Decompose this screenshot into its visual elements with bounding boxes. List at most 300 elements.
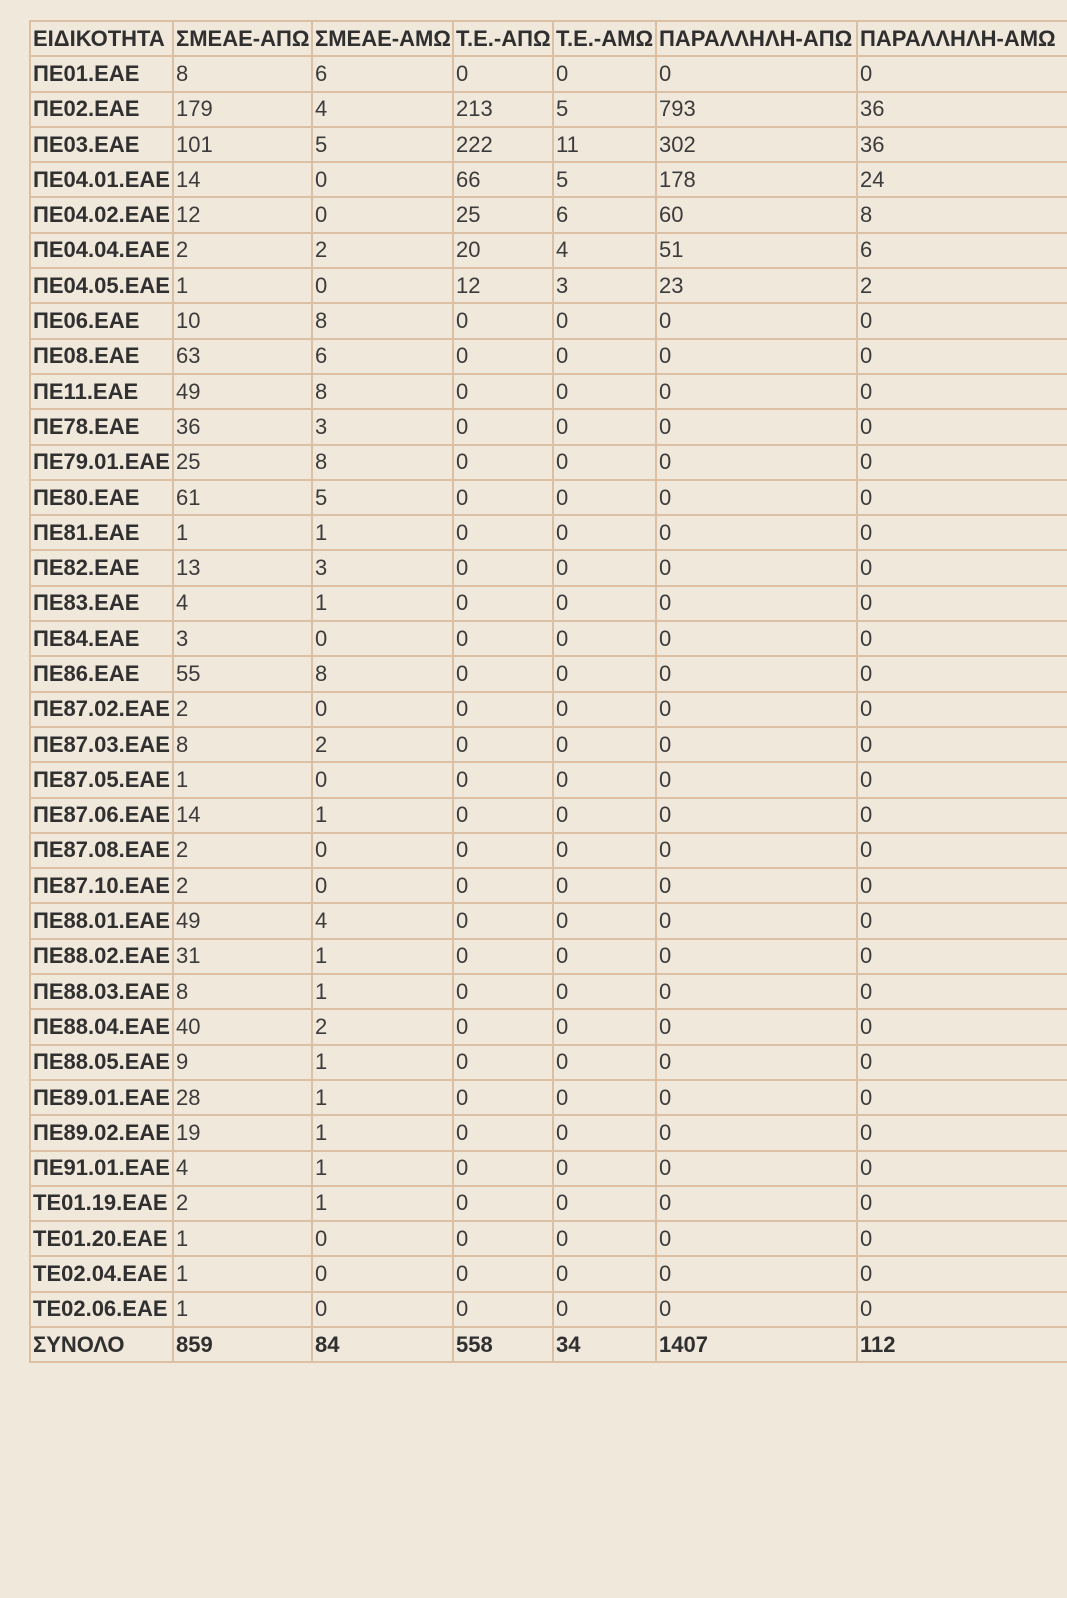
smeae-amo-cell: 6 <box>312 339 453 374</box>
te-apo-cell: 213 <box>453 92 553 127</box>
smeae-apo-cell: 1 <box>173 1256 312 1291</box>
header-parallel-apo: ΠΑΡΑΛΛΗΛΗ-ΑΠΩ <box>656 21 857 56</box>
table-row <box>30 974 1067 1009</box>
specialty-cell: ΠΕ86.ΕΑΕ <box>30 656 173 691</box>
smeae-apo-cell: 14 <box>173 798 312 833</box>
parallel-amo-cell: 0 <box>857 1080 1067 1115</box>
smeae-amo-cell: 4 <box>312 903 453 938</box>
smeae-amo-cell: 6 <box>312 56 453 91</box>
te-apo-cell: 558 <box>453 1327 553 1362</box>
parallel-amo-cell: 36 <box>857 92 1067 127</box>
parallel-apo-cell: 0 <box>656 1186 857 1221</box>
smeae-amo-cell: 0 <box>312 162 453 197</box>
te-amo-cell: 0 <box>553 903 656 938</box>
parallel-amo-cell: 0 <box>857 409 1067 444</box>
specialty-cell: ΠΕ87.03.ΕΑΕ <box>30 727 173 762</box>
te-apo-cell: 0 <box>453 56 553 91</box>
specialty-cell: ΠΕ87.05.ΕΑΕ <box>30 762 173 797</box>
parallel-apo-cell: 0 <box>656 1115 857 1150</box>
specialty-cell: ΠΕ87.06.ΕΑΕ <box>30 798 173 833</box>
parallel-amo-cell: 0 <box>857 1186 1067 1221</box>
smeae-apo-cell: 31 <box>173 939 312 974</box>
smeae-apo-cell: 2 <box>173 692 312 727</box>
table-row <box>30 833 1067 868</box>
header-smeae-apo: ΣΜΕΑΕ-ΑΠΩ <box>173 21 312 56</box>
parallel-apo-cell: 0 <box>656 1256 857 1291</box>
parallel-amo-cell: 0 <box>857 1045 1067 1080</box>
smeae-apo-cell: 36 <box>173 409 312 444</box>
parallel-apo-cell: 0 <box>656 550 857 585</box>
table-row <box>30 1080 1067 1115</box>
table-row <box>30 903 1067 938</box>
specialty-cell: ΤΕ02.04.ΕΑΕ <box>30 1256 173 1291</box>
te-apo-cell: 12 <box>453 268 553 303</box>
te-apo-cell: 0 <box>453 1009 553 1044</box>
smeae-apo-cell: 4 <box>173 1151 312 1186</box>
smeae-apo-cell: 28 <box>173 1080 312 1115</box>
smeae-apo-cell: 63 <box>173 339 312 374</box>
parallel-apo-cell: 793 <box>656 92 857 127</box>
smeae-amo-cell: 1 <box>312 586 453 621</box>
parallel-apo-cell: 0 <box>656 56 857 91</box>
te-amo-cell: 5 <box>553 92 656 127</box>
parallel-amo-cell: 0 <box>857 1292 1067 1327</box>
specialty-cell: ΠΕ87.08.ΕΑΕ <box>30 833 173 868</box>
specialty-cell: ΠΕ04.02.ΕΑΕ <box>30 197 173 232</box>
table-row <box>30 1045 1067 1080</box>
parallel-amo-cell: 0 <box>857 903 1067 938</box>
table-row <box>30 197 1067 232</box>
parallel-amo-cell: 0 <box>857 833 1067 868</box>
table-row <box>30 1221 1067 1256</box>
te-amo-cell: 0 <box>553 762 656 797</box>
te-amo-cell: 4 <box>553 233 656 268</box>
parallel-amo-cell: 0 <box>857 762 1067 797</box>
specialty-cell: ΤΕ01.19.ΕΑΕ <box>30 1186 173 1221</box>
table-row <box>30 656 1067 691</box>
header-parallel-amo: ΠΑΡΑΛΛΗΛΗ-ΑΜΩ <box>857 21 1067 56</box>
smeae-apo-cell: 49 <box>173 374 312 409</box>
smeae-amo-cell: 5 <box>312 127 453 162</box>
header-specialty: ΕΙΔΙΚΟΤΗΤΑ <box>30 21 173 56</box>
parallel-amo-cell: 0 <box>857 1256 1067 1291</box>
header-te-amo: Τ.Ε.-ΑΜΩ <box>553 21 656 56</box>
smeae-apo-cell: 8 <box>173 727 312 762</box>
parallel-amo-cell: 0 <box>857 727 1067 762</box>
smeae-apo-cell: 14 <box>173 162 312 197</box>
te-amo-cell: 0 <box>553 586 656 621</box>
specialty-cell: ΠΕ88.03.ΕΑΕ <box>30 974 173 1009</box>
vacancies-table <box>29 20 1067 1363</box>
parallel-apo-cell: 302 <box>656 127 857 162</box>
parallel-amo-cell: 0 <box>857 1221 1067 1256</box>
parallel-amo-cell: 112 <box>857 1327 1067 1362</box>
table-row <box>30 550 1067 585</box>
parallel-apo-cell: 0 <box>656 409 857 444</box>
parallel-apo-cell: 0 <box>656 903 857 938</box>
te-amo-cell: 0 <box>553 621 656 656</box>
smeae-amo-cell: 1 <box>312 939 453 974</box>
te-apo-cell: 0 <box>453 798 553 833</box>
smeae-apo-cell: 8 <box>173 974 312 1009</box>
parallel-amo-cell: 0 <box>857 445 1067 480</box>
parallel-apo-cell: 0 <box>656 303 857 338</box>
table-row <box>30 586 1067 621</box>
table-row <box>30 868 1067 903</box>
smeae-amo-cell: 5 <box>312 480 453 515</box>
parallel-apo-cell: 0 <box>656 1080 857 1115</box>
parallel-amo-cell: 0 <box>857 339 1067 374</box>
te-amo-cell: 5 <box>553 162 656 197</box>
smeae-apo-cell: 2 <box>173 868 312 903</box>
te-apo-cell: 0 <box>453 409 553 444</box>
te-apo-cell: 0 <box>453 586 553 621</box>
smeae-apo-cell: 1 <box>173 268 312 303</box>
te-amo-cell: 0 <box>553 656 656 691</box>
te-amo-cell: 0 <box>553 1292 656 1327</box>
smeae-amo-cell: 1 <box>312 1115 453 1150</box>
parallel-apo-cell: 0 <box>656 833 857 868</box>
parallel-amo-cell: 0 <box>857 1115 1067 1150</box>
parallel-amo-cell: 24 <box>857 162 1067 197</box>
table-row <box>30 1186 1067 1221</box>
parallel-apo-cell: 0 <box>656 1151 857 1186</box>
te-apo-cell: 0 <box>453 692 553 727</box>
table-row <box>30 268 1067 303</box>
te-amo-cell: 0 <box>553 833 656 868</box>
te-amo-cell: 0 <box>553 374 656 409</box>
smeae-amo-cell: 0 <box>312 268 453 303</box>
specialty-cell: ΠΕ87.10.ΕΑΕ <box>30 868 173 903</box>
specialty-cell: ΣΥΝΟΛΟ <box>30 1327 173 1362</box>
te-amo-cell: 0 <box>553 480 656 515</box>
smeae-amo-cell: 0 <box>312 1292 453 1327</box>
te-apo-cell: 0 <box>453 833 553 868</box>
parallel-apo-cell: 0 <box>656 515 857 550</box>
table-row <box>30 56 1067 91</box>
table-row <box>30 798 1067 833</box>
parallel-amo-cell: 0 <box>857 656 1067 691</box>
smeae-apo-cell: 10 <box>173 303 312 338</box>
specialty-cell: ΠΕ03.ΕΑΕ <box>30 127 173 162</box>
smeae-apo-cell: 4 <box>173 586 312 621</box>
te-amo-cell: 0 <box>553 798 656 833</box>
parallel-apo-cell: 0 <box>656 762 857 797</box>
vacancies-table-container <box>29 20 1067 1363</box>
smeae-amo-cell: 2 <box>312 1009 453 1044</box>
table-body <box>30 56 1067 1362</box>
te-apo-cell: 0 <box>453 374 553 409</box>
total-row <box>30 1327 1067 1362</box>
table-row <box>30 92 1067 127</box>
te-amo-cell: 0 <box>553 974 656 1009</box>
te-apo-cell: 0 <box>453 1151 553 1186</box>
specialty-cell: ΠΕ06.ΕΑΕ <box>30 303 173 338</box>
te-apo-cell: 0 <box>453 480 553 515</box>
specialty-cell: ΠΕ89.01.ΕΑΕ <box>30 1080 173 1115</box>
specialty-cell: ΠΕ81.ΕΑΕ <box>30 515 173 550</box>
smeae-apo-cell: 49 <box>173 903 312 938</box>
smeae-apo-cell: 1 <box>173 1292 312 1327</box>
parallel-amo-cell: 0 <box>857 374 1067 409</box>
te-amo-cell: 0 <box>553 339 656 374</box>
specialty-cell: ΠΕ02.ΕΑΕ <box>30 92 173 127</box>
smeae-amo-cell: 1 <box>312 974 453 1009</box>
specialty-cell: ΠΕ83.ΕΑΕ <box>30 586 173 621</box>
te-amo-cell: 0 <box>553 939 656 974</box>
table-row <box>30 939 1067 974</box>
parallel-apo-cell: 60 <box>656 197 857 232</box>
te-amo-cell: 0 <box>553 1045 656 1080</box>
smeae-apo-cell: 12 <box>173 197 312 232</box>
table-row <box>30 339 1067 374</box>
te-apo-cell: 20 <box>453 233 553 268</box>
smeae-apo-cell: 2 <box>173 833 312 868</box>
te-apo-cell: 0 <box>453 1256 553 1291</box>
smeae-apo-cell: 859 <box>173 1327 312 1362</box>
parallel-amo-cell: 0 <box>857 798 1067 833</box>
parallel-amo-cell: 0 <box>857 56 1067 91</box>
table-row <box>30 127 1067 162</box>
te-amo-cell: 0 <box>553 515 656 550</box>
table-row <box>30 1115 1067 1150</box>
parallel-apo-cell: 0 <box>656 445 857 480</box>
smeae-amo-cell: 3 <box>312 409 453 444</box>
smeae-apo-cell: 3 <box>173 621 312 656</box>
parallel-apo-cell: 0 <box>656 656 857 691</box>
specialty-cell: ΠΕ08.ΕΑΕ <box>30 339 173 374</box>
parallel-apo-cell: 23 <box>656 268 857 303</box>
parallel-amo-cell: 0 <box>857 621 1067 656</box>
smeae-amo-cell: 1 <box>312 798 453 833</box>
specialty-cell: ΠΕ01.ΕΑΕ <box>30 56 173 91</box>
smeae-apo-cell: 1 <box>173 515 312 550</box>
te-apo-cell: 66 <box>453 162 553 197</box>
parallel-amo-cell: 2 <box>857 268 1067 303</box>
specialty-cell: ΠΕ89.02.ΕΑΕ <box>30 1115 173 1150</box>
te-apo-cell: 0 <box>453 621 553 656</box>
parallel-apo-cell: 0 <box>656 480 857 515</box>
smeae-apo-cell: 179 <box>173 92 312 127</box>
smeae-amo-cell: 0 <box>312 833 453 868</box>
te-apo-cell: 0 <box>453 656 553 691</box>
smeae-apo-cell: 1 <box>173 1221 312 1256</box>
te-apo-cell: 0 <box>453 550 553 585</box>
specialty-cell: ΤΕ01.20.ΕΑΕ <box>30 1221 173 1256</box>
table-row <box>30 727 1067 762</box>
table-row <box>30 1151 1067 1186</box>
te-amo-cell: 0 <box>553 1009 656 1044</box>
specialty-cell: ΠΕ88.05.ΕΑΕ <box>30 1045 173 1080</box>
table-row <box>30 1256 1067 1291</box>
smeae-apo-cell: 55 <box>173 656 312 691</box>
te-apo-cell: 0 <box>453 303 553 338</box>
smeae-amo-cell: 2 <box>312 727 453 762</box>
parallel-amo-cell: 6 <box>857 233 1067 268</box>
smeae-amo-cell: 0 <box>312 621 453 656</box>
parallel-apo-cell: 0 <box>656 868 857 903</box>
smeae-apo-cell: 19 <box>173 1115 312 1150</box>
smeae-amo-cell: 8 <box>312 374 453 409</box>
te-apo-cell: 0 <box>453 1186 553 1221</box>
te-amo-cell: 0 <box>553 868 656 903</box>
smeae-amo-cell: 0 <box>312 1221 453 1256</box>
parallel-amo-cell: 0 <box>857 939 1067 974</box>
parallel-amo-cell: 0 <box>857 480 1067 515</box>
smeae-apo-cell: 25 <box>173 445 312 480</box>
specialty-cell: ΠΕ87.02.ΕΑΕ <box>30 692 173 727</box>
specialty-cell: ΠΕ78.ΕΑΕ <box>30 409 173 444</box>
parallel-amo-cell: 0 <box>857 692 1067 727</box>
smeae-amo-cell: 1 <box>312 1151 453 1186</box>
te-apo-cell: 0 <box>453 868 553 903</box>
parallel-amo-cell: 0 <box>857 515 1067 550</box>
smeae-apo-cell: 8 <box>173 56 312 91</box>
specialty-cell: ΠΕ04.01.ΕΑΕ <box>30 162 173 197</box>
specialty-cell: ΠΕ91.01.ΕΑΕ <box>30 1151 173 1186</box>
smeae-amo-cell: 0 <box>312 762 453 797</box>
parallel-apo-cell: 0 <box>656 974 857 1009</box>
parallel-apo-cell: 0 <box>656 1009 857 1044</box>
te-amo-cell: 34 <box>553 1327 656 1362</box>
parallel-amo-cell: 0 <box>857 586 1067 621</box>
smeae-apo-cell: 101 <box>173 127 312 162</box>
parallel-apo-cell: 0 <box>656 586 857 621</box>
te-amo-cell: 11 <box>553 127 656 162</box>
smeae-amo-cell: 8 <box>312 445 453 480</box>
te-apo-cell: 222 <box>453 127 553 162</box>
table-row <box>30 445 1067 480</box>
header-te-apo: Τ.Ε.-ΑΠΩ <box>453 21 553 56</box>
te-apo-cell: 0 <box>453 903 553 938</box>
table-row <box>30 480 1067 515</box>
te-amo-cell: 0 <box>553 445 656 480</box>
parallel-apo-cell: 0 <box>656 339 857 374</box>
te-apo-cell: 0 <box>453 1080 553 1115</box>
te-amo-cell: 3 <box>553 268 656 303</box>
table-row <box>30 1292 1067 1327</box>
te-apo-cell: 0 <box>453 445 553 480</box>
te-amo-cell: 0 <box>553 1186 656 1221</box>
parallel-amo-cell: 0 <box>857 303 1067 338</box>
smeae-apo-cell: 2 <box>173 233 312 268</box>
te-amo-cell: 0 <box>553 1256 656 1291</box>
table-row <box>30 1009 1067 1044</box>
parallel-amo-cell: 8 <box>857 197 1067 232</box>
specialty-cell: ΠΕ04.05.ΕΑΕ <box>30 268 173 303</box>
specialty-cell: ΠΕ11.ΕΑΕ <box>30 374 173 409</box>
parallel-apo-cell: 0 <box>656 692 857 727</box>
smeae-amo-cell: 8 <box>312 303 453 338</box>
smeae-apo-cell: 2 <box>173 1186 312 1221</box>
specialty-cell: ΠΕ82.ΕΑΕ <box>30 550 173 585</box>
specialty-cell: ΠΕ88.01.ΕΑΕ <box>30 903 173 938</box>
specialty-cell: ΠΕ88.02.ΕΑΕ <box>30 939 173 974</box>
smeae-amo-cell: 0 <box>312 692 453 727</box>
table-row <box>30 621 1067 656</box>
parallel-apo-cell: 51 <box>656 233 857 268</box>
te-amo-cell: 0 <box>553 409 656 444</box>
parallel-apo-cell: 0 <box>656 621 857 656</box>
parallel-apo-cell: 0 <box>656 1221 857 1256</box>
te-apo-cell: 0 <box>453 1292 553 1327</box>
parallel-apo-cell: 0 <box>656 374 857 409</box>
table-row <box>30 692 1067 727</box>
specialty-cell: ΠΕ79.01.ΕΑΕ <box>30 445 173 480</box>
parallel-apo-cell: 0 <box>656 727 857 762</box>
te-amo-cell: 0 <box>553 727 656 762</box>
table-row <box>30 515 1067 550</box>
header-smeae-amo: ΣΜΕΑΕ-ΑΜΩ <box>312 21 453 56</box>
smeae-amo-cell: 1 <box>312 515 453 550</box>
te-apo-cell: 25 <box>453 197 553 232</box>
te-amo-cell: 0 <box>553 303 656 338</box>
te-amo-cell: 0 <box>553 56 656 91</box>
smeae-amo-cell: 84 <box>312 1327 453 1362</box>
te-amo-cell: 0 <box>553 1221 656 1256</box>
te-apo-cell: 0 <box>453 727 553 762</box>
parallel-apo-cell: 0 <box>656 1292 857 1327</box>
parallel-apo-cell: 0 <box>656 939 857 974</box>
smeae-apo-cell: 9 <box>173 1045 312 1080</box>
table-row <box>30 762 1067 797</box>
te-amo-cell: 0 <box>553 550 656 585</box>
te-amo-cell: 0 <box>553 1080 656 1115</box>
table-row <box>30 303 1067 338</box>
parallel-apo-cell: 178 <box>656 162 857 197</box>
te-apo-cell: 0 <box>453 1221 553 1256</box>
table-row <box>30 162 1067 197</box>
te-amo-cell: 6 <box>553 197 656 232</box>
table-row <box>30 374 1067 409</box>
te-apo-cell: 0 <box>453 515 553 550</box>
te-apo-cell: 0 <box>453 1115 553 1150</box>
te-apo-cell: 0 <box>453 762 553 797</box>
smeae-amo-cell: 0 <box>312 197 453 232</box>
specialty-cell: ΠΕ84.ΕΑΕ <box>30 621 173 656</box>
parallel-amo-cell: 0 <box>857 1009 1067 1044</box>
parallel-apo-cell: 0 <box>656 798 857 833</box>
smeae-amo-cell: 0 <box>312 1256 453 1291</box>
parallel-apo-cell: 0 <box>656 1045 857 1080</box>
parallel-amo-cell: 0 <box>857 974 1067 1009</box>
parallel-amo-cell: 0 <box>857 1151 1067 1186</box>
te-amo-cell: 0 <box>553 1151 656 1186</box>
smeae-apo-cell: 1 <box>173 762 312 797</box>
te-amo-cell: 0 <box>553 692 656 727</box>
smeae-amo-cell: 1 <box>312 1080 453 1115</box>
te-apo-cell: 0 <box>453 339 553 374</box>
parallel-amo-cell: 0 <box>857 550 1067 585</box>
table-row <box>30 233 1067 268</box>
parallel-amo-cell: 36 <box>857 127 1067 162</box>
smeae-apo-cell: 13 <box>173 550 312 585</box>
specialty-cell: ΠΕ80.ΕΑΕ <box>30 480 173 515</box>
smeae-amo-cell: 1 <box>312 1186 453 1221</box>
te-amo-cell: 0 <box>553 1115 656 1150</box>
smeae-amo-cell: 4 <box>312 92 453 127</box>
te-apo-cell: 0 <box>453 1045 553 1080</box>
table-row <box>30 409 1067 444</box>
smeae-amo-cell: 0 <box>312 868 453 903</box>
smeae-amo-cell: 2 <box>312 233 453 268</box>
smeae-amo-cell: 1 <box>312 1045 453 1080</box>
te-apo-cell: 0 <box>453 974 553 1009</box>
parallel-amo-cell: 0 <box>857 868 1067 903</box>
te-apo-cell: 0 <box>453 939 553 974</box>
smeae-amo-cell: 8 <box>312 656 453 691</box>
specialty-cell: ΤΕ02.06.ΕΑΕ <box>30 1292 173 1327</box>
